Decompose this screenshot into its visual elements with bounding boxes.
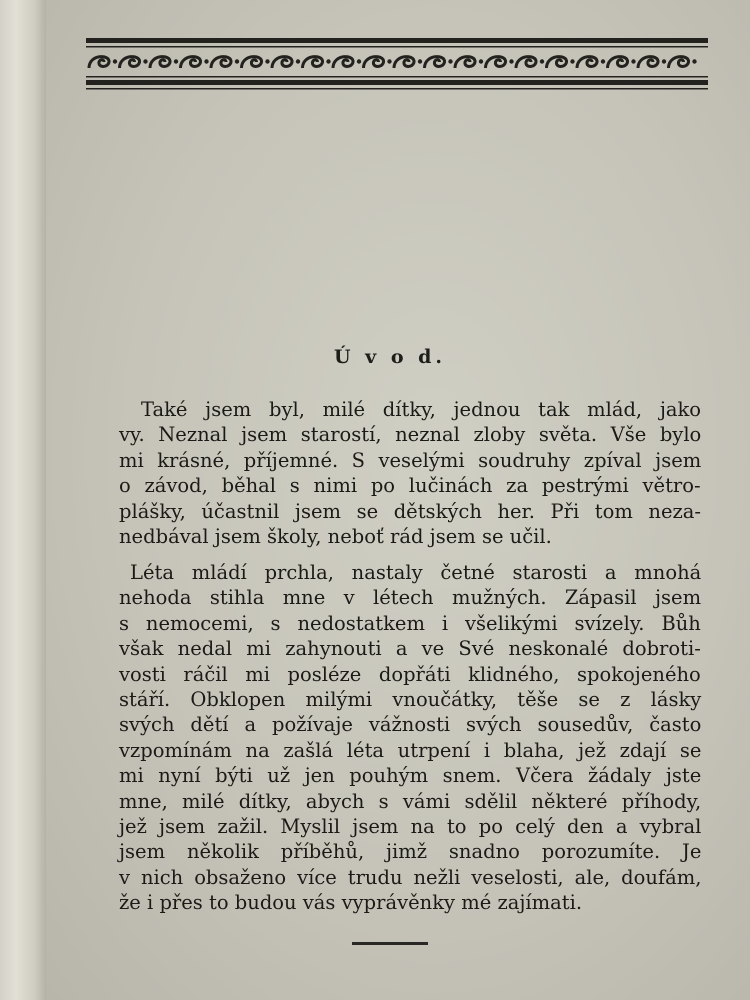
text-line: však nedal mi zahynouti a ve Své neskonalé dobroti- xyxy=(119,637,701,661)
scroll-ornament xyxy=(547,57,567,68)
ornament-dot xyxy=(662,59,666,63)
ornament-dot xyxy=(601,59,605,63)
ornament-dot xyxy=(265,59,269,63)
text-line: v nich obsaženo více trudu nežli veselosti, ale, doufám, xyxy=(119,865,702,889)
text-line: vy. Neznal jsem starostí, neznal zloby světa. Vše bylo xyxy=(119,423,702,447)
ornament-dot xyxy=(387,59,391,63)
book-binding xyxy=(0,0,46,1000)
text-line: Léta mládí prchla, nastaly četné starosti a mnohá xyxy=(130,561,702,584)
text-line: jsem několik příběhů, jimž snadno porozumíte. Je xyxy=(119,840,702,864)
scroll-ornament xyxy=(333,57,353,68)
scroll-ornament xyxy=(486,57,506,68)
scroll-ornament xyxy=(120,57,140,68)
ornament-dot xyxy=(509,59,513,63)
scroll-ornament xyxy=(364,57,384,68)
text-line: Také jsem byl, milé dítky, jednou tak mlád, jako xyxy=(141,398,702,421)
ornament-dot xyxy=(174,59,178,63)
scroll-ornament xyxy=(425,57,445,68)
text-line: s nemocemi, s nedostatkem i všelikými svízely. Bůh xyxy=(119,611,701,635)
scroll-ornament xyxy=(669,57,689,68)
scroll-ornament xyxy=(242,57,262,68)
scroll-ornament xyxy=(608,57,628,68)
scroll-ornament xyxy=(394,57,414,68)
text-line: vosti ráčil mi posléze dopřáti klidného, spokojeného xyxy=(119,662,701,686)
scroll-ornament xyxy=(577,57,597,68)
ornament-dot xyxy=(235,59,239,63)
ornament-dot xyxy=(143,59,147,63)
scroll-ornament xyxy=(181,57,201,68)
text-line: že i přes to budou vás vyprávěnky mé zajímati. xyxy=(119,891,583,915)
text-line: mne, milé dítky, abych s vámi sdělil některé příhody, xyxy=(119,789,702,813)
ornament-dot xyxy=(357,59,361,63)
scroll-ornament xyxy=(516,57,536,68)
text-line: mi krásné, příjemné. S veselými soudruhy zpíval jsem xyxy=(119,448,702,472)
text-line: jež jsem zažil. Myslil jsem na to po celý den a vybral xyxy=(119,815,702,838)
ornament-dot xyxy=(326,59,330,63)
text-line: nedbával jsem školy, neboť rád jsem se učil. xyxy=(119,525,552,548)
ornament-dot xyxy=(692,59,696,63)
text-line: nehoda stihla mne v létech mužných. Zápasil jsem xyxy=(119,586,702,610)
ornament-dot xyxy=(479,59,483,63)
text-line: plášky, účastnil jsem se dětských her. Při tom neza- xyxy=(119,499,701,523)
ornament-dot xyxy=(540,59,544,63)
ornament-dot xyxy=(204,59,208,63)
ornament-dot xyxy=(113,59,117,63)
ornament-dot xyxy=(418,59,422,63)
ornament-dot xyxy=(296,59,300,63)
scroll-ornament xyxy=(150,57,170,68)
text-line: o závod, běhal s nimi po lučinách za pestrými větro- xyxy=(119,474,701,498)
scroll-ornament xyxy=(211,57,231,68)
end-divider xyxy=(352,942,428,945)
text-line: vzpomínám na zašlá léta utrpení i blaha, jež zdají se xyxy=(119,738,702,762)
text-line: svých dětí a požívaje vážnosti svých sousedův, často xyxy=(119,713,702,737)
chapter-heading: Ú v o d. xyxy=(333,346,447,368)
text-line: stáří. Obklopen milými vnoučátky, těše se z lásky xyxy=(119,688,702,711)
text-line: mi nyní býti už jen pouhým snem. Včera žádaly jste xyxy=(119,764,702,788)
scroll-ornament xyxy=(303,57,323,68)
scroll-ornament xyxy=(455,57,475,68)
scroll-ornament xyxy=(89,57,109,68)
ornamental-header-border xyxy=(86,38,708,94)
ornament-dot xyxy=(631,59,635,63)
ornament-dot xyxy=(448,59,452,63)
scroll-ornament xyxy=(272,57,292,68)
ornament-dot xyxy=(570,59,574,63)
scroll-ornament xyxy=(638,57,658,68)
